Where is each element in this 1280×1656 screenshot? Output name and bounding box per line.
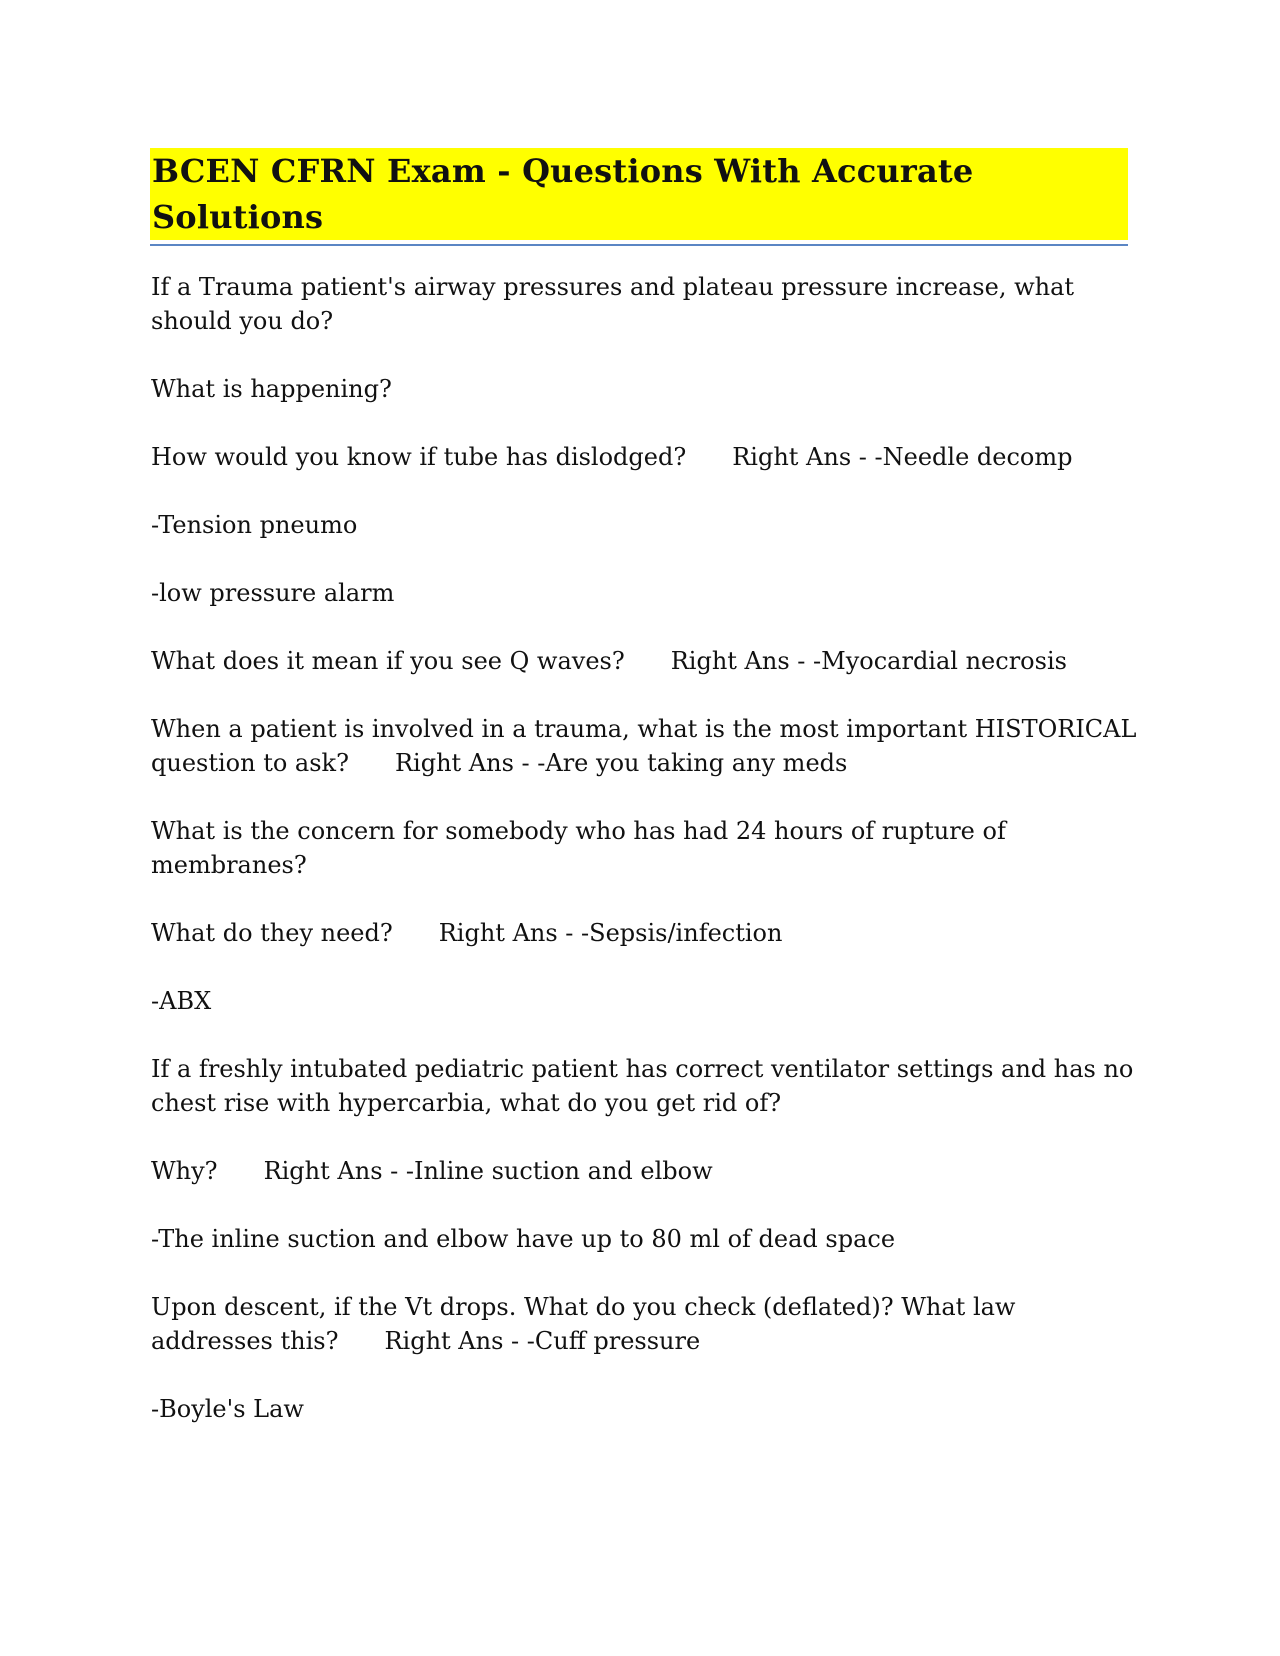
paragraph-text: What does it mean if you see Q waves? <box>151 647 625 675</box>
answer-text: Right Ans - -Needle decomp <box>732 443 1073 471</box>
paragraph-text: -Boyle's Law <box>151 1395 304 1423</box>
paragraph-text: Why? <box>151 1157 218 1185</box>
answer-text: Right Ans - -Sepsis/infection <box>438 919 783 947</box>
qa-paragraph <box>151 916 1141 950</box>
title-underline-rule <box>150 244 1128 246</box>
qa-paragraph <box>151 1222 1141 1256</box>
paragraph-text: -The inline suction and elbow have up to 80 ml of dead space <box>151 1225 896 1253</box>
qa-paragraph <box>151 508 1141 542</box>
answer-text: Right Ans - -Are you taking any meds <box>394 749 848 777</box>
qa-paragraph <box>151 712 1145 780</box>
paragraph-text: If a freshly intubated pediatric patient has correct ventilator settings and has no chest rise with hypercarbia, what do you get rid of? <box>151 1055 1142 1117</box>
qa-paragraph <box>151 644 1141 678</box>
paragraph-text: When a patient is involved in a trauma, what is the most important HISTORICAL question to ask? <box>151 715 1145 777</box>
qa-paragraph <box>151 814 1141 882</box>
title-block <box>150 148 1128 246</box>
answer-text: Right Ans - -Cuff pressure <box>384 1327 701 1355</box>
qa-paragraph <box>151 1154 1141 1188</box>
paragraph-text: -ABX <box>151 987 212 1015</box>
paragraph-text: -low pressure alarm <box>151 579 395 607</box>
qa-paragraph <box>151 1052 1141 1120</box>
answer-text: Right Ans - -Inline suction and elbow <box>263 1157 713 1185</box>
qa-paragraph <box>151 440 1141 474</box>
qa-paragraph <box>151 576 1141 610</box>
paragraph-text: How would you know if tube has dislodged? <box>151 443 687 471</box>
qa-paragraph <box>151 1290 1141 1358</box>
paragraph-text: What is the concern for somebody who has had 24 hours of rupture of membranes? <box>151 817 1014 879</box>
qa-paragraph <box>151 270 1141 338</box>
paragraph-text: -Tension pneumo <box>151 511 358 539</box>
qa-paragraph <box>151 372 1141 406</box>
paragraph-text: If a Trauma patient's airway pressures and plateau pressure increase, what should you do? <box>151 273 1082 335</box>
paragraph-text: What do they need? <box>151 919 393 947</box>
paragraph-text: Upon descent, if the Vt drops. What do you check (deflated)? What law addresses this? <box>151 1293 1024 1355</box>
document-title: BCEN CFRN Exam - Questions With Accurate Solutions <box>150 148 1128 240</box>
paragraph-text: What is happening? <box>151 375 392 403</box>
document-body <box>151 270 1145 1460</box>
qa-paragraph <box>151 1392 1141 1426</box>
qa-paragraph <box>151 984 1141 1018</box>
answer-text: Right Ans - -Myocardial necrosis <box>670 647 1067 675</box>
